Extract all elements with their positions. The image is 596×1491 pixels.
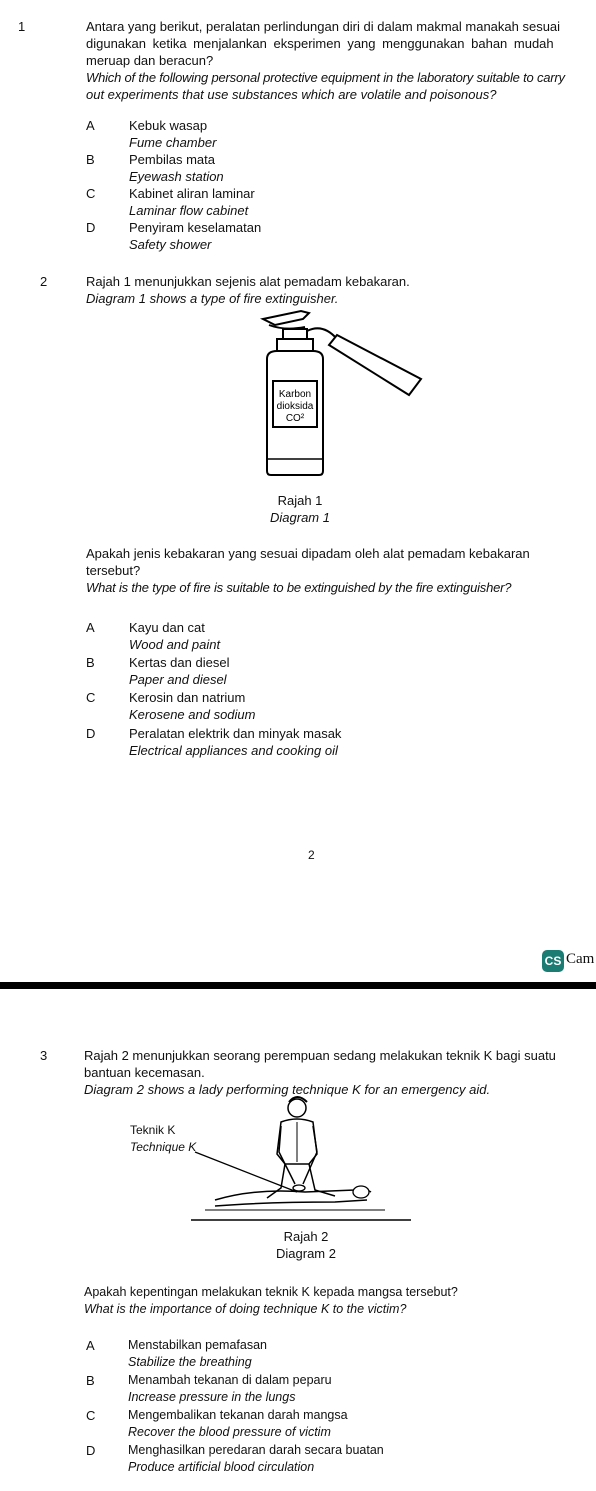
q3-question-english: What is the importance of doing technique K to the victim? bbox=[84, 1302, 407, 1316]
q1-option-c-letter: C bbox=[86, 186, 96, 201]
page-divider bbox=[0, 982, 596, 989]
question-number-2: 2 bbox=[40, 274, 48, 289]
q3-option-a-english[interactable]: Stabilize the breathing bbox=[128, 1355, 252, 1369]
q3-malay-line-2: bantuan kecemasan. bbox=[84, 1065, 205, 1080]
q1-option-d-english[interactable]: Safety shower bbox=[129, 237, 212, 252]
technique-k-label-english: Technique K bbox=[130, 1140, 197, 1154]
q2-option-b-malay[interactable]: Kertas dan diesel bbox=[129, 655, 230, 670]
q3-option-a-malay[interactable]: Menstabilkan pemafasan bbox=[128, 1338, 267, 1352]
q3-option-b-malay[interactable]: Menambah tekanan di dalam peparu bbox=[128, 1373, 332, 1387]
q2-option-b-letter: B bbox=[86, 655, 95, 670]
q1-english-line-2: out experiments that use substances which are volatile and poisonous? bbox=[86, 87, 497, 102]
q2-question-malay-line-2: tersebut? bbox=[86, 563, 141, 578]
extinguisher-label-line-1: Karbon bbox=[278, 389, 312, 400]
q3-option-d-malay[interactable]: Menghasilkan peredaran darah secara buatan bbox=[128, 1443, 384, 1457]
q3-option-c-letter: C bbox=[86, 1408, 96, 1423]
q2-option-b-english[interactable]: Paper and diesel bbox=[129, 672, 227, 687]
q3-option-a-letter: A bbox=[86, 1338, 95, 1353]
q3-option-d-english[interactable]: Produce artificial blood circulation bbox=[128, 1460, 315, 1474]
technique-k-label-malay: Teknik K bbox=[130, 1123, 176, 1137]
q2-option-a-english[interactable]: Wood and paint bbox=[129, 637, 221, 652]
q1-option-d-malay[interactable]: Penyiram keselamatan bbox=[129, 220, 262, 235]
q3-option-d-letter: D bbox=[86, 1443, 96, 1458]
q3-english-line-1: Diagram 2 shows a lady performing technique K for an emergency aid. bbox=[84, 1082, 491, 1097]
q2-option-d-malay[interactable]: Peralatan elektrik dan minyak masak bbox=[129, 726, 342, 741]
page-number: 2 bbox=[308, 848, 315, 862]
diagram-2-caption-malay: Rajah 2 bbox=[283, 1229, 329, 1244]
extinguisher-label-line-2: dioksida bbox=[276, 401, 314, 412]
q2-option-c-english[interactable]: Kerosene and sodium bbox=[129, 707, 256, 722]
q2-english-line-1: Diagram 1 shows a type of fire extinguisher. bbox=[86, 291, 339, 306]
q1-option-b-malay[interactable]: Pembilas mata bbox=[129, 152, 215, 167]
q3-option-c-english[interactable]: Recover the blood pressure of victim bbox=[128, 1425, 331, 1439]
q1-malay-line-2: digunakan ketika menjalankan eksperimen yang menggunakan bahan mudah bbox=[86, 36, 554, 51]
q2-option-a-letter: A bbox=[86, 620, 95, 635]
q1-option-b-english[interactable]: Eyewash station bbox=[129, 169, 224, 184]
q1-option-b-letter: B bbox=[86, 152, 95, 167]
q3-option-b-letter: B bbox=[86, 1373, 95, 1388]
q2-option-d-letter: D bbox=[86, 726, 96, 741]
camscanner-watermark-text: Cam bbox=[566, 951, 595, 967]
question-number-3: 3 bbox=[40, 1048, 48, 1063]
camscanner-logo-icon: CS bbox=[542, 950, 564, 972]
diagram-1-caption-english: Diagram 1 bbox=[270, 510, 330, 525]
q1-option-a-letter: A bbox=[86, 118, 95, 133]
fire-extinguisher-diagram bbox=[215, 305, 440, 485]
question-number-1: 1 bbox=[18, 19, 26, 34]
q2-question-english: What is the type of fire is suitable to be extinguished by the fire extinguisher? bbox=[86, 580, 512, 595]
q1-option-c-english[interactable]: Laminar flow cabinet bbox=[129, 203, 249, 218]
diagram-2-caption-english: Diagram 2 bbox=[276, 1246, 336, 1261]
q3-question-malay: Apakah kepentingan melakukan teknik K kepada mangsa tersebut? bbox=[84, 1285, 458, 1299]
q1-option-a-malay[interactable]: Kebuk wasap bbox=[129, 118, 208, 133]
q3-option-b-english[interactable]: Increase pressure in the lungs bbox=[128, 1390, 296, 1404]
q2-option-a-malay[interactable]: Kayu dan cat bbox=[129, 620, 205, 635]
q1-option-d-letter: D bbox=[86, 220, 96, 235]
diagram-1-caption-malay: Rajah 1 bbox=[277, 493, 323, 508]
q2-question-malay-line-1: Apakah jenis kebakaran yang sesuai dipadam oleh alat pemadam kebakaran bbox=[86, 546, 530, 561]
q2-malay-line-1: Rajah 1 menunjukkan sejenis alat pemadam kebakaran. bbox=[86, 274, 410, 289]
q1-malay-line-1: Antara yang berikut, peralatan perlindungan diri di dalam makmal manakah sesuai bbox=[86, 19, 561, 34]
q2-option-c-malay[interactable]: Kerosin dan natrium bbox=[129, 690, 246, 705]
q2-option-d-english[interactable]: Electrical appliances and cooking oil bbox=[129, 743, 338, 758]
q3-malay-line-1: Rajah 2 menunjukkan seorang perempuan sedang melakukan teknik K bagi suatu bbox=[84, 1048, 556, 1063]
q1-english-line-1: Which of the following personal protective equipment in the laboratory suitable to carry bbox=[86, 70, 565, 85]
q1-malay-line-3: meruap dan beracun? bbox=[86, 53, 214, 68]
cpr-diagram bbox=[185, 1092, 415, 1227]
extinguisher-label-line-3: CO² bbox=[285, 413, 305, 424]
q1-option-a-english[interactable]: Fume chamber bbox=[129, 135, 217, 150]
q2-option-c-letter: C bbox=[86, 690, 96, 705]
q3-option-c-malay[interactable]: Mengembalikan tekanan darah mangsa bbox=[128, 1408, 348, 1422]
q1-option-c-malay[interactable]: Kabinet aliran laminar bbox=[129, 186, 255, 201]
